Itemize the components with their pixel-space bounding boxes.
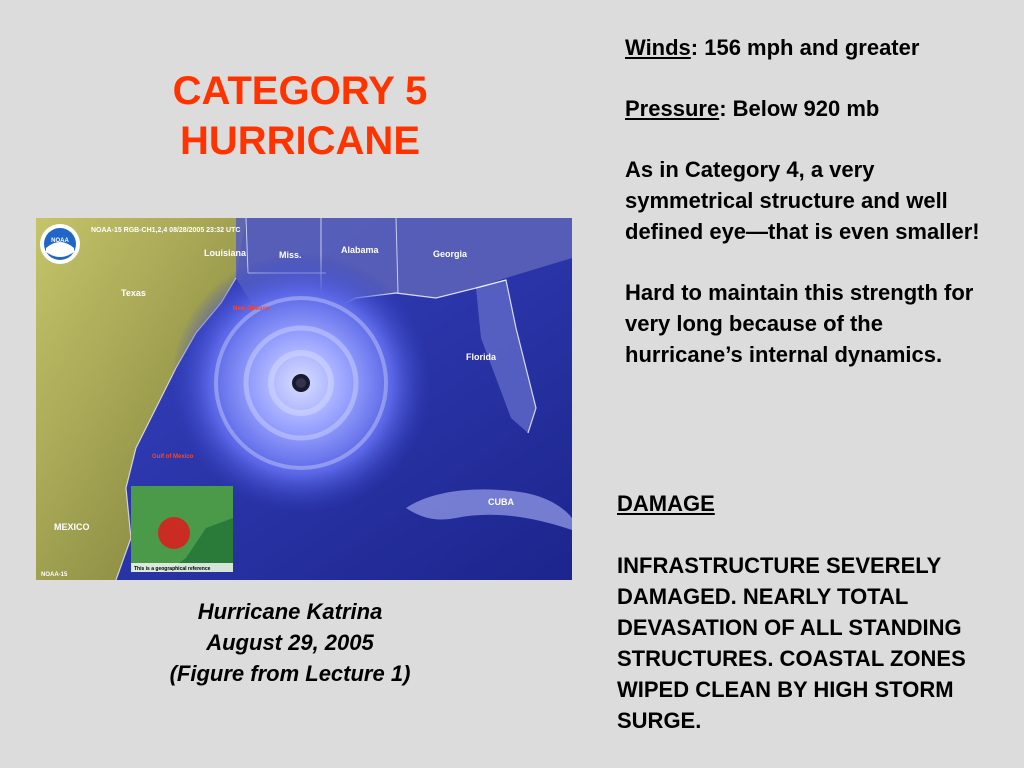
label-florida: Florida — [466, 352, 497, 362]
structure-text: As in Category 4, a very symmetrical structure and well defined eye—that is even smaller! — [625, 157, 980, 244]
caption-line1: Hurricane Katrina — [197, 599, 383, 624]
info-panel — [625, 32, 1005, 400]
label-texas: Texas — [121, 288, 146, 298]
damage-heading: DAMAGE — [617, 491, 715, 516]
figure-footer-text: NOAA-15 — [41, 572, 68, 578]
pressure-value: : Below 920 mb — [719, 96, 880, 121]
caption-line3: (Figure from Lecture 1) — [169, 661, 411, 686]
slide-title — [80, 66, 520, 166]
caption-line2: August 29, 2005 — [206, 630, 374, 655]
pressure-label: Pressure — [625, 96, 720, 121]
pressure-item — [625, 93, 1005, 124]
slide-title-line2: HURRICANE — [180, 119, 420, 163]
label-alabama: Alabama — [341, 245, 379, 255]
label-mexico: MEXICO — [54, 522, 90, 532]
figure-header-text: NOAA-15 RGB-CH1,2,4 08/28/2005 23:32 UTC — [91, 227, 241, 234]
inset-map — [131, 486, 233, 572]
label-new-orleans: New Orleans — [233, 306, 270, 312]
figure-caption — [100, 596, 480, 689]
winds-item — [625, 32, 1005, 63]
inset-map-caption: This is a geographical reference — [134, 566, 211, 572]
label-gulf: Gulf of Mexico — [152, 454, 194, 460]
slide-title-line1: CATEGORY 5 — [172, 69, 428, 113]
winds-value: : 156 mph and greater — [690, 35, 920, 60]
label-miss: Miss. — [279, 250, 302, 260]
satellite-image — [36, 218, 572, 580]
label-georgia: Georgia — [433, 249, 468, 259]
winds-label: Winds — [625, 35, 691, 60]
strength-text: Hard to maintain this strength for very long because of the hurricane’s internal dynamics. — [625, 280, 974, 367]
label-cuba: CUBA — [488, 497, 514, 507]
damage-panel — [617, 488, 1017, 767]
hurricane-satellite-svg — [36, 218, 572, 580]
label-louisiana: Louisiana — [204, 248, 247, 258]
noaa-logo-text: NOAA — [51, 238, 69, 244]
damage-text: INFRASTRUCTURE SEVERELY DAMAGED. NEARLY TOTAL DEVASATION OF ALL STANDING STRUCTURES. COASTAL ZONES WIPED CLEAN BY HIGH STORM SURGE. — [617, 553, 966, 733]
